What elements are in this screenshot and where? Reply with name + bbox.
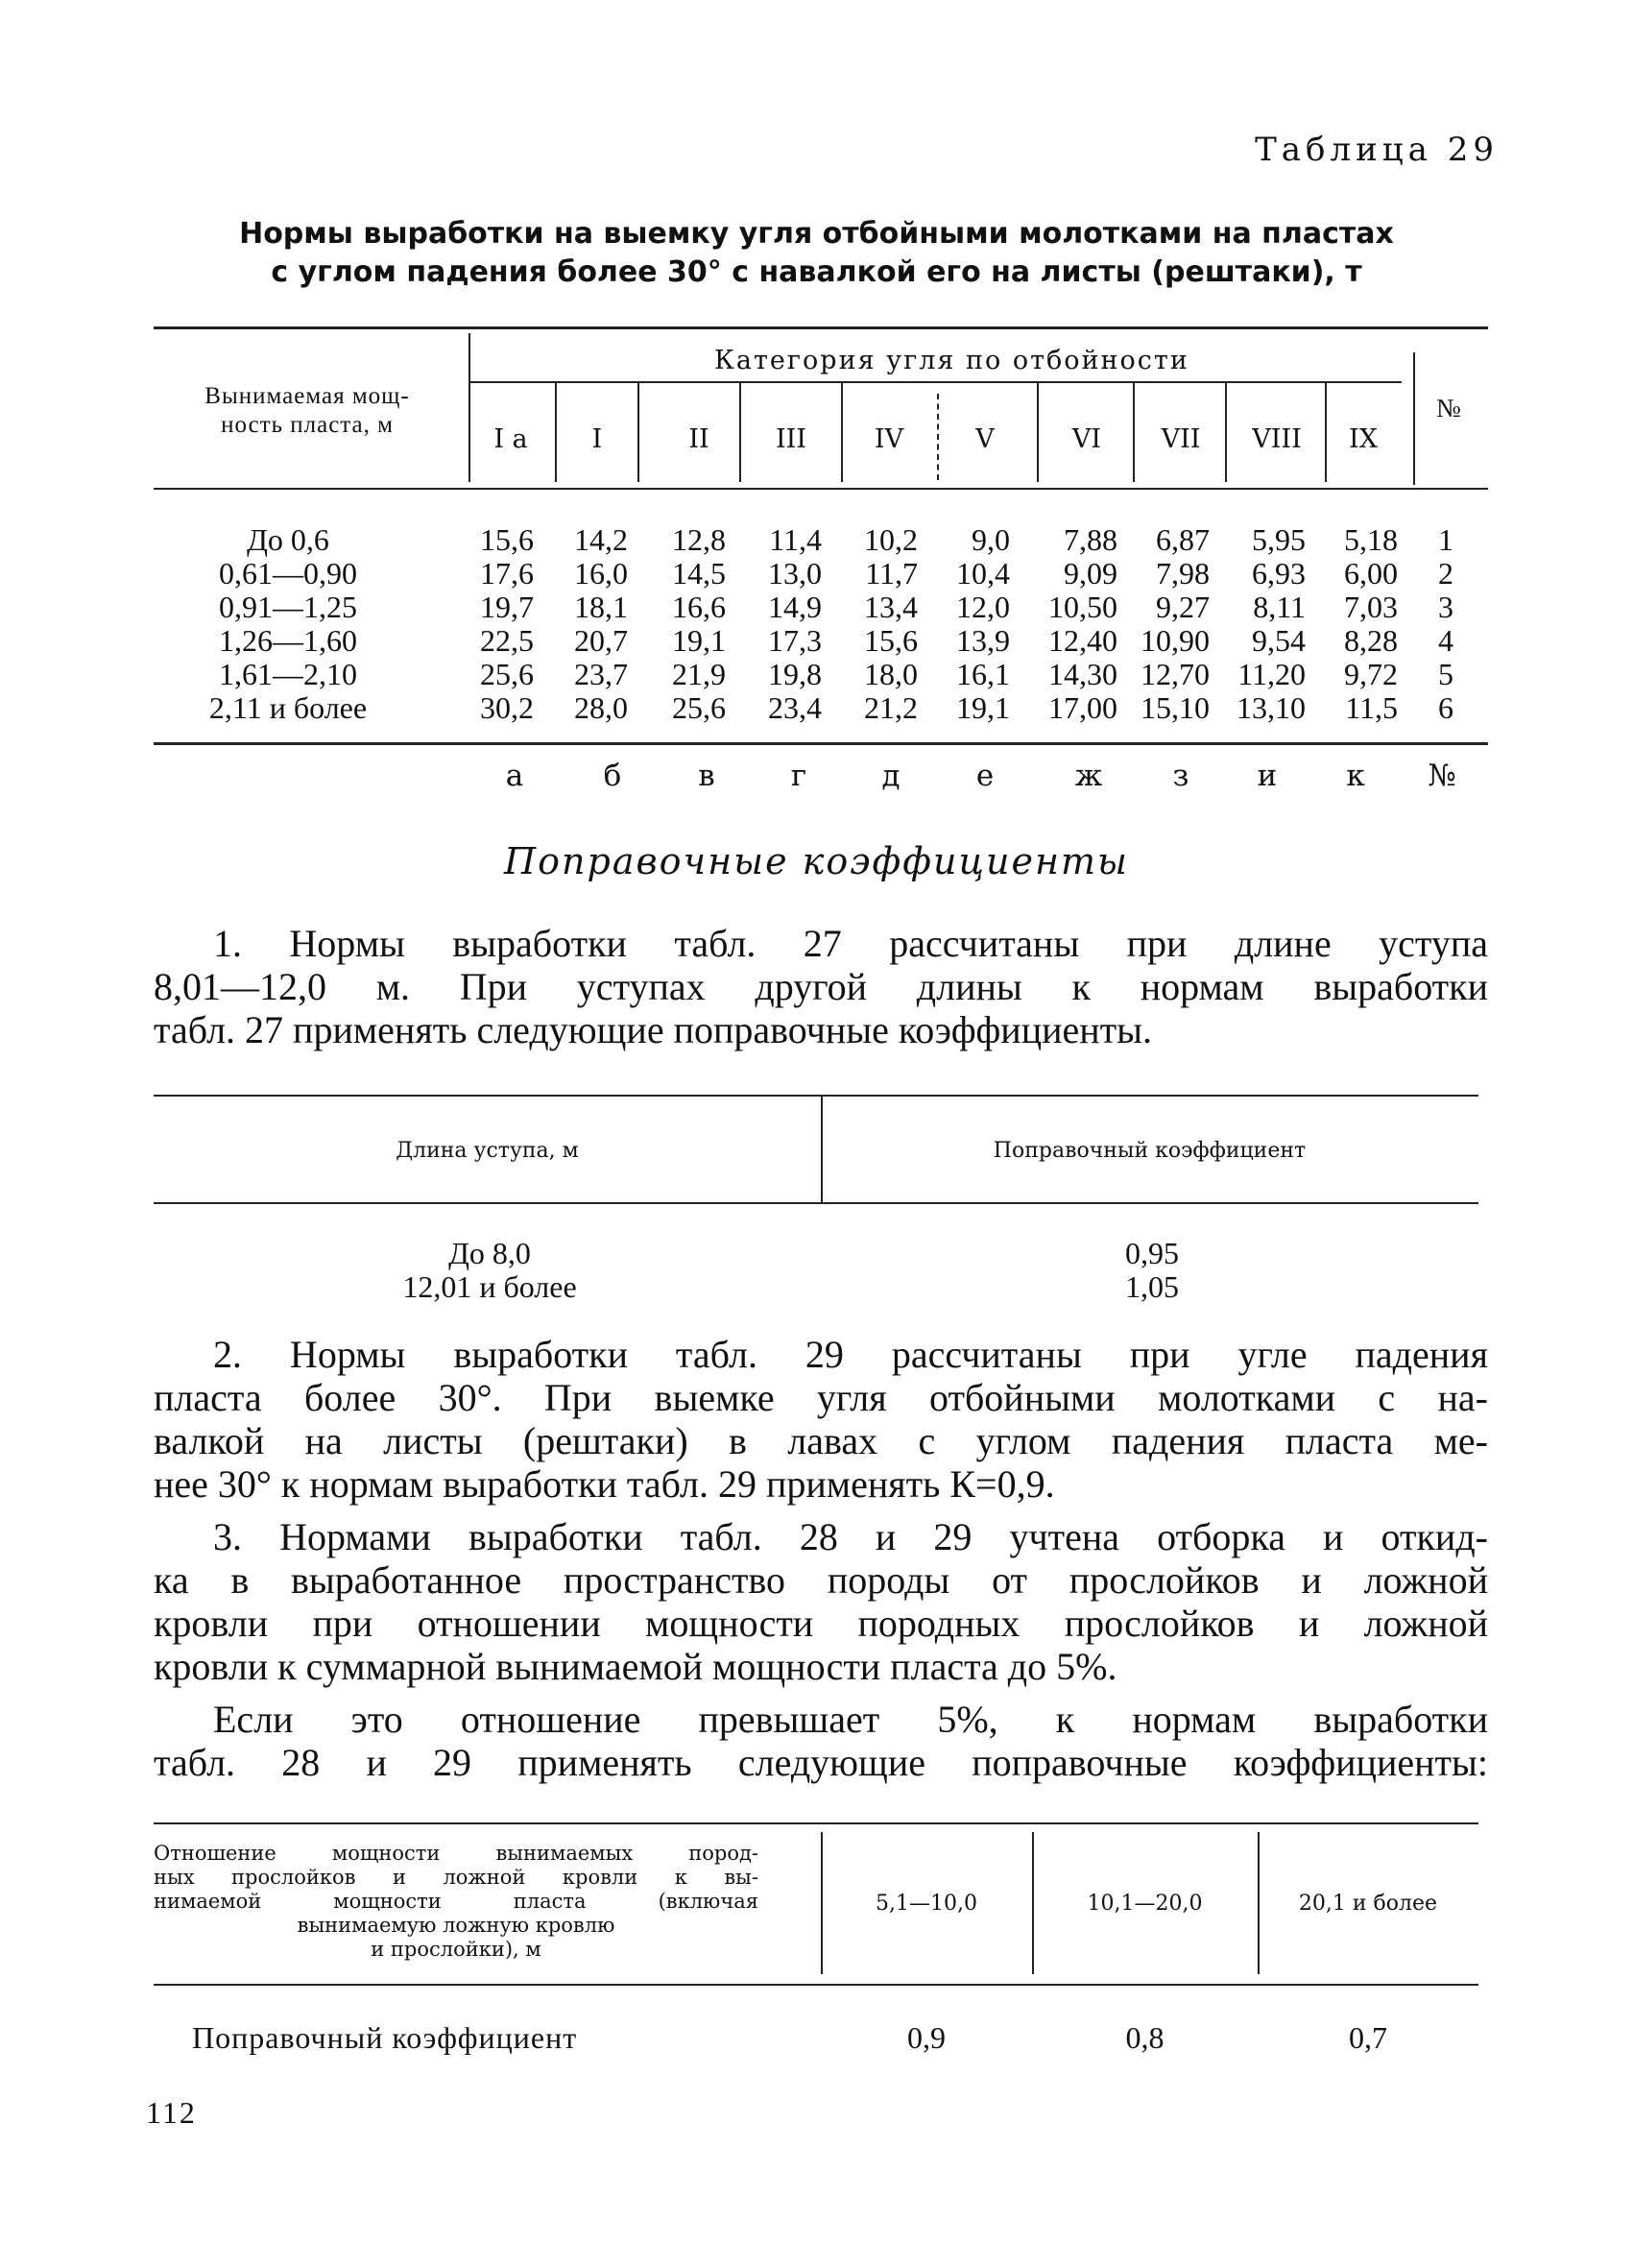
table-cell: 0,7 [1349,2020,1387,2055]
table-cell: 0,8 [1125,2020,1165,2055]
table-cell: 9,72 [1344,657,1398,691]
column-values-4 [841,523,918,725]
row-label: 2,11 и более [208,690,368,725]
paragraph-line: валкой на листы (рештаки) в лавах с углом падения пласта ме- [154,1419,1488,1462]
col-divider [937,394,939,480]
column-letter: д [881,759,901,793]
table-cell: 9,0 [972,522,1010,557]
table-cell: 5,18 [1344,522,1398,557]
table-cell: 10,50 [1048,590,1117,624]
table-number: Таблица 29 [1255,131,1499,169]
table-cell: 7,98 [1156,556,1210,591]
table-cell: 21,9 [672,657,726,691]
col-header-length: Длина уступа, м [396,1139,579,1163]
table-cell: 15,6 [480,522,534,557]
paragraph-3 [154,1515,1488,1688]
row-number: 3 [1438,590,1453,624]
table-cell: 19,1 [956,690,1010,725]
category-underline [470,381,1402,383]
table-cell: 12,8 [672,522,726,557]
table-cell: 15,6 [864,623,918,658]
table-cell: 14,5 [672,556,726,591]
table-title-line-2: с углом падения более 30° с навалкой его на листы (рештаки), т [271,255,1362,289]
ratio-header-line: и прослойки), м [371,1938,541,1961]
ratio-header-line: Отношение мощности вынимаемых пород- [154,1842,758,1865]
table-cell: 12,40 [1048,623,1117,658]
paragraph-1 [154,922,1488,1051]
row-number: 6 [1438,690,1453,725]
table-cell: 13,10 [1237,690,1306,725]
table-cell: 28,0 [574,690,628,725]
row-header-divider [468,333,470,482]
paragraph-line: нее 30° к нормам выработки табл. 29 применять К=0,9. [154,1462,1055,1506]
column-letter: е [975,759,995,793]
column-header: IV [874,424,904,454]
table-cell: 19,8 [768,657,822,691]
column-values-5 [933,523,1010,725]
table-cell: 10,4 [956,556,1010,591]
table-cell: 11,20 [1237,657,1306,691]
table-cell: 10,2 [864,522,918,557]
paragraph-line: кровли к суммарной вынимаемой мощности пласта до 5%. [154,1645,1117,1688]
column-letter: б [603,759,622,793]
column-values-1a [457,523,534,725]
table-cell: 8,28 [1344,623,1398,658]
column-letter: г [790,759,807,793]
table-cell: 19,1 [672,623,726,658]
col-divider [1037,381,1039,482]
column-values-7 [1123,523,1210,725]
column-header: VII [1161,424,1201,454]
column-values-3 [745,523,822,725]
row-header [163,382,451,440]
paragraph-line: ка в выработанное пространство породы от прослойков и ложной [154,1558,1488,1602]
row-number: 5 [1438,657,1453,691]
section-title: Поправочные коэффициенты [504,840,1129,882]
table-cell: 5,95 [1252,522,1306,557]
table-cell: 14,30 [1048,657,1117,691]
table-cell: 23,4 [768,690,822,725]
row-number: 2 [1438,556,1453,591]
column-header: VIII [1252,424,1302,454]
ratio-header [154,1842,758,1962]
table-cell: 8,11 [1253,590,1306,624]
header-bottom-rule [154,488,1488,490]
table-cell: 0,9 [907,2020,946,2055]
column-letter: з [1172,759,1189,793]
table-cell: 12,0 [956,590,1010,624]
column-header: IX [1349,424,1378,454]
paragraph-line: табл. 28 и 29 применять следующие поправочные коэффициенты: [154,1741,1488,1784]
no-header: № [1436,394,1462,422]
column-values-6 [1031,523,1117,725]
column-values-9 [1311,523,1398,725]
table-top-rule [154,326,1488,329]
table-cell: 10,90 [1141,623,1210,658]
header-bottom-rule [154,1984,1478,1986]
ratio-header-line: ных прослойков и ложной кровли к вы- [154,1866,758,1889]
table-cell: До 8,0 [448,1236,531,1270]
table-cell: 20,7 [574,623,628,658]
table-cell: 11,7 [865,556,918,591]
table-cell: 13,9 [956,623,1010,658]
row-label: 0,91—1,25 [219,590,357,624]
table-cell: 14,2 [574,522,628,557]
table-cell: 12,70 [1141,657,1210,691]
page-number: 112 [146,2095,197,2130]
table-cell: 16,0 [574,556,628,591]
paragraph-4 [154,1698,1488,1784]
table-cell: 21,2 [864,690,918,725]
column-letter: а [505,759,524,793]
table-cell: 14,9 [768,590,822,624]
table-cell: 6,00 [1344,556,1398,591]
coefficient-values [1008,1237,1296,1304]
row-number: 1 [1438,522,1453,557]
table-cell: 22,5 [480,623,534,658]
table-top-rule [154,1822,1478,1824]
paragraph-line: Если это отношение превышает 5%, к нормам выработки [213,1698,1488,1741]
column-letter-no: № [1428,759,1456,793]
table-cell: 16,6 [672,590,726,624]
table-top-rule [154,1095,1478,1097]
table-cell: 13,4 [864,590,918,624]
table-cell: 7,03 [1344,590,1398,624]
table-cell: 7,88 [1064,522,1117,557]
table-cell: 17,00 [1048,690,1117,725]
ratio-row-label: Поправочный коэффициент [192,2020,578,2055]
row-label: До 0,6 [247,522,329,557]
table-cell: 13,0 [768,556,822,591]
table-cell: 0,95 [1125,1236,1179,1270]
ratio-column-header: 5,1—10,0 [876,1892,977,1916]
category-header: Категория угля по отбойности [714,346,1189,375]
paragraph-line: табл. 27 применять следующие поправочные коэффициенты. [154,1008,1153,1051]
table-cell: 11,4 [769,522,822,557]
table-cell: 19,7 [480,590,534,624]
column-header: VI [1071,424,1102,454]
table-cell: 18,1 [574,590,628,624]
table-title-line-1: Нормы выработки на выемку угля отбойными молотками на пластах [239,217,1394,251]
col-divider [841,381,843,482]
ratio-header-line: нимаемой мощности пласта (включая [154,1890,758,1913]
row-header-line-1: Вынимаемая мощ- [204,383,410,409]
table-cell: 25,6 [480,657,534,691]
column-header: I а [493,424,528,454]
table-cell: 9,09 [1064,556,1117,591]
paragraph-line: 2. Нормы выработки табл. 29 рассчитаны при угле падения [213,1333,1488,1376]
row-number: 4 [1438,623,1453,658]
table-cell: 1,05 [1125,1269,1179,1304]
column-values-2 [649,523,726,725]
column-header: I [591,424,603,454]
table-cell: 12,01 и более [402,1269,577,1304]
ratio-column-header: 20,1 и более [1298,1892,1438,1916]
table-cell: 23,7 [574,657,628,691]
table-cell: 17,3 [768,623,822,658]
row-numbers [1427,523,1465,725]
column-values-1 [551,523,628,725]
table-cell: 17,6 [480,556,534,591]
paragraph-line: 3. Нормами выработки табл. 28 и 29 учтена отборка и откид- [213,1515,1488,1558]
table-cell: 18,0 [864,657,918,691]
column-letter: в [698,759,715,793]
paragraph-2 [154,1333,1488,1506]
column-letter: ж [1074,759,1103,793]
column-header: II [688,424,709,454]
header-bottom-rule [154,1202,1478,1204]
table-cell: 6,87 [1156,522,1210,557]
paragraph-line: 1. Нормы выработки табл. 27 рассчитаны при длине уступа [213,922,1488,965]
row-label: 1,26—1,60 [219,623,357,658]
table-bottom-rule [154,742,1488,745]
column-letter: к [1346,759,1365,793]
column-letter: и [1257,759,1278,793]
row-header-line-2: ность пласта, м [221,412,394,438]
table-cell: 25,6 [672,690,726,725]
no-divider [1413,352,1415,485]
row-label: 1,61—2,10 [219,657,357,691]
col-header-coefficient: Поправочный коэффициент [993,1139,1307,1163]
ratio-header-line: вынимаемую ложную кровлю [297,1914,615,1937]
table-title [144,215,1489,292]
ratio-column-header: 10,1—20,0 [1087,1892,1203,1916]
row-labels [144,523,432,725]
row-label: 0,61—0,90 [219,556,357,591]
column-values-8 [1219,523,1306,725]
col-divider [1133,381,1135,482]
paragraph-line: пласта более 30°. При выемке угля отбойными молотками с на- [154,1376,1488,1419]
table-cell: 16,1 [956,657,1010,691]
table-cell: 9,27 [1156,590,1210,624]
paragraph-line: кровли при отношении мощности породных прослойков и ложной [154,1602,1488,1645]
column-header: III [776,424,806,454]
column-header: V [975,424,995,454]
table-cell: 11,5 [1345,690,1398,725]
paragraph-line: 8,01—12,0 м. При уступах другой длины к нормам выработки [154,965,1488,1008]
table-cell: 9,54 [1252,623,1306,658]
table-cell: 30,2 [480,690,534,725]
length-values [288,1237,691,1304]
table-cell: 15,10 [1141,690,1210,725]
col-divider [1225,381,1227,482]
table-cell: 6,93 [1252,556,1306,591]
